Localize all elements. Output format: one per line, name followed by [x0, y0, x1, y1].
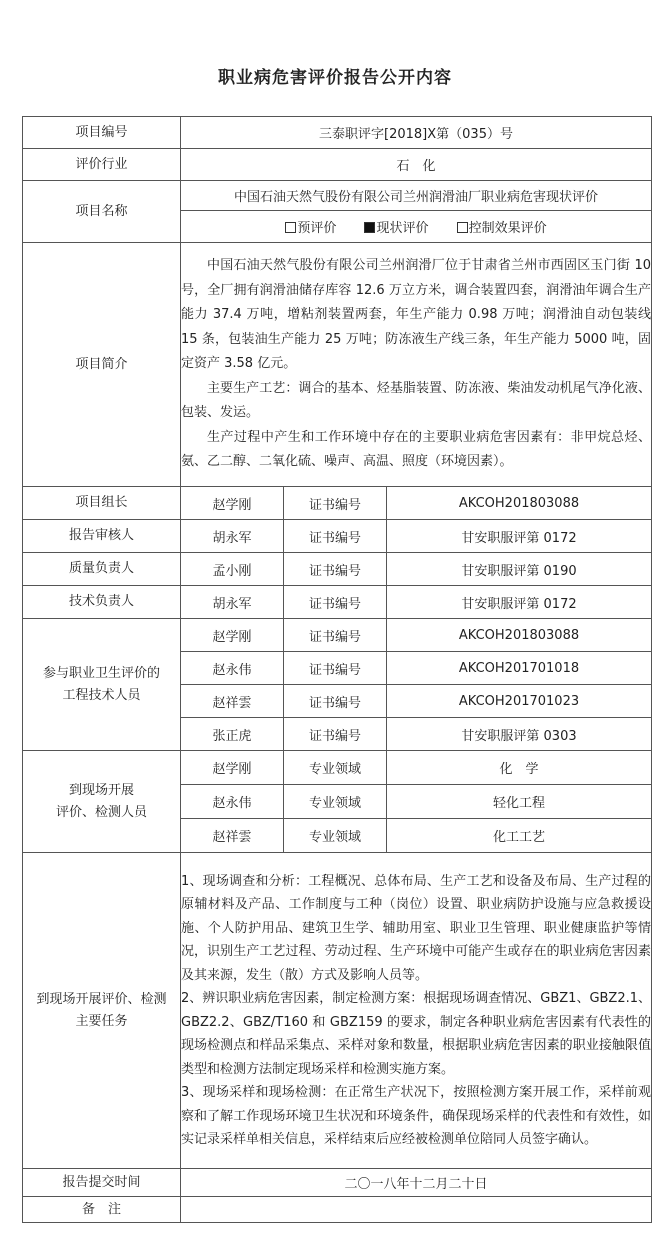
- engineers-label: 参与职业卫生评价的 工程技术人员: [23, 619, 181, 751]
- row-submit-date: [23, 1169, 652, 1197]
- intro-text: [181, 243, 652, 487]
- cert-number: AKCOH201701018: [387, 652, 652, 685]
- submit-label: 报告提交时间: [23, 1169, 181, 1197]
- staff-role: 质量负责人: [23, 553, 181, 586]
- cert-number: AKCOH201803088: [387, 619, 652, 652]
- tasks-text: [181, 853, 652, 1169]
- cert-number: AKCOH201803088: [387, 487, 652, 520]
- engineer-name: 赵永伟: [181, 652, 284, 685]
- cert-label: 证书编号: [284, 553, 387, 586]
- cert-number: 甘安职服评第 0172: [387, 520, 652, 553]
- row-field-staff: [23, 751, 652, 785]
- cert-label: 证书编号: [284, 586, 387, 619]
- intro-paragraph: 中国石油天然气股份有限公司兰州润滑厂位于甘肃省兰州市西固区玉门街 10 号，全厂拥有润滑油储存库容 12.6 万立方米，调合装置四套，润滑油年调合生产能力 37.4 万吨，增粘剂装置两套，年生产能力 0.98 万吨；润滑油自动包装线 15 条，包装油生产能力 25 万吨；防冻液生产线三条，年生产能力 5000 吨，固定资产 3.58 亿元。: [181, 258, 651, 372]
- staff-role: 报告审核人: [23, 520, 181, 553]
- industry-label: 评价行业: [23, 149, 181, 181]
- option-pre-eval: 预评价: [285, 217, 336, 236]
- engineer-name: 赵学刚: [181, 619, 284, 652]
- row-staff: [23, 487, 652, 520]
- field-staff-name: 赵祥雲: [181, 819, 284, 853]
- field-label: 专业领域: [284, 819, 387, 853]
- intro-paragraph: 生产过程中产生和工作环境中存在的主要职业病危害因素有：非甲烷总烃、氨、乙二醇、二氧化硫、噪声、高温、照度（环境因素）。: [181, 429, 651, 470]
- cert-label: 证书编号: [284, 619, 387, 652]
- cert-label: 证书编号: [284, 685, 387, 718]
- cert-number: 甘安职服评第 0172: [387, 586, 652, 619]
- task-item: 1、现场调查和分析：工程概况、总体布局、生产工艺和设备及布局、生产过程的原辅材料及产品、工作制度与工种（岗位）设置、职业病防护设施与应急救援设施、个人防护用品、建筑卫生学、辅助用室、职业卫生管理、职业健康监护等情况，识别生产工艺过程、劳动过程、生产环境中可能产生或存在的职业病危害因素及其来源，发生（散）方式及影响人员等。: [181, 873, 651, 983]
- checkbox-icon: [457, 222, 468, 233]
- cert-number: 甘安职服评第 0190: [387, 553, 652, 586]
- row-project-name: [23, 181, 652, 211]
- field-staff-name: 赵永伟: [181, 785, 284, 819]
- row-project-no: [23, 117, 652, 149]
- field-value: 化工工艺: [387, 819, 652, 853]
- row-tasks: [23, 853, 652, 1169]
- staff-name: 赵学刚: [181, 487, 284, 520]
- staff-name: 孟小刚: [181, 553, 284, 586]
- staff-name: 胡永军: [181, 586, 284, 619]
- remarks-label: 备 注: [23, 1197, 181, 1223]
- engineer-name: 张正虎: [181, 718, 284, 751]
- eval-type-options: [181, 211, 652, 243]
- task-item: 3、现场采样和现场检测：在正常生产状况下，按照检测方案开展工作，采样前观察和了解工作现场环境卫生状况和环境条件，确保现场采样的代表性和有效性，如实记录采样单相关信息，采样结束后应经被检测单位陪同人员签字确认。: [181, 1085, 651, 1147]
- row-remarks: [23, 1197, 652, 1223]
- intro-label: 项目简介: [23, 243, 181, 487]
- submit-value: 二〇一八年十二月二十日: [181, 1169, 652, 1197]
- checkbox-icon: [285, 222, 296, 233]
- report-table: [22, 116, 652, 1223]
- row-staff: [23, 586, 652, 619]
- field-value: 化 学: [387, 751, 652, 785]
- field-staff-label: 到现场开展 评价、检测人员: [23, 751, 181, 853]
- cert-number: 甘安职服评第 0303: [387, 718, 652, 751]
- remarks-value: [181, 1197, 652, 1223]
- project-name-value: 中国石油天然气股份有限公司兰州润滑油厂职业病危害现状评价: [181, 181, 652, 211]
- row-intro: [23, 243, 652, 487]
- staff-role: 项目组长: [23, 487, 181, 520]
- cert-label: 证书编号: [284, 487, 387, 520]
- option-control-eval: 控制效果评价: [457, 217, 547, 236]
- staff-role: 技术负责人: [23, 586, 181, 619]
- staff-name: 胡永军: [181, 520, 284, 553]
- row-industry: [23, 149, 652, 181]
- page-title: 职业病危害评价报告公开内容: [218, 68, 452, 88]
- cert-label: 证书编号: [284, 652, 387, 685]
- row-staff: [23, 553, 652, 586]
- checkbox-checked-icon: [364, 222, 375, 233]
- row-staff: [23, 520, 652, 553]
- cert-number: AKCOH201701023: [387, 685, 652, 718]
- field-label: 专业领域: [284, 785, 387, 819]
- option-status-eval: 现状评价: [364, 217, 428, 236]
- project-no-value: 三泰职评字[2018]Ⅹ第（035）号: [181, 117, 652, 149]
- field-staff-name: 赵学刚: [181, 751, 284, 785]
- field-value: 轻化工程: [387, 785, 652, 819]
- intro-paragraph: 主要生产工艺：调合的基本、烃基脂装置、防冻液、柴油发动机尾气净化液、包装、发运。: [181, 380, 651, 421]
- field-label: 专业领域: [284, 751, 387, 785]
- tasks-label: 到现场开展评价、检测 主要任务: [23, 853, 181, 1169]
- task-item: 2、辨识职业病危害因素，制定检测方案：根据现场调查情况、GBZ1、GBZ2.1、GBZ2.2、GBZ/T160 和 GBZ159 的要求，制定各种职业病危害因素有代表性的现场检测点和样品采集点、采样对象和数量，根据职业病危害因素的职业接触限值类型和检测方法制定现场采样和检测实施方案。: [181, 991, 652, 1077]
- cert-label: 证书编号: [284, 520, 387, 553]
- cert-label: 证书编号: [284, 718, 387, 751]
- project-no-label: 项目编号: [23, 117, 181, 149]
- row-engineer: [23, 619, 652, 652]
- project-name-label: 项目名称: [23, 181, 181, 243]
- engineer-name: 赵祥雲: [181, 685, 284, 718]
- industry-value: 石 化: [181, 149, 652, 181]
